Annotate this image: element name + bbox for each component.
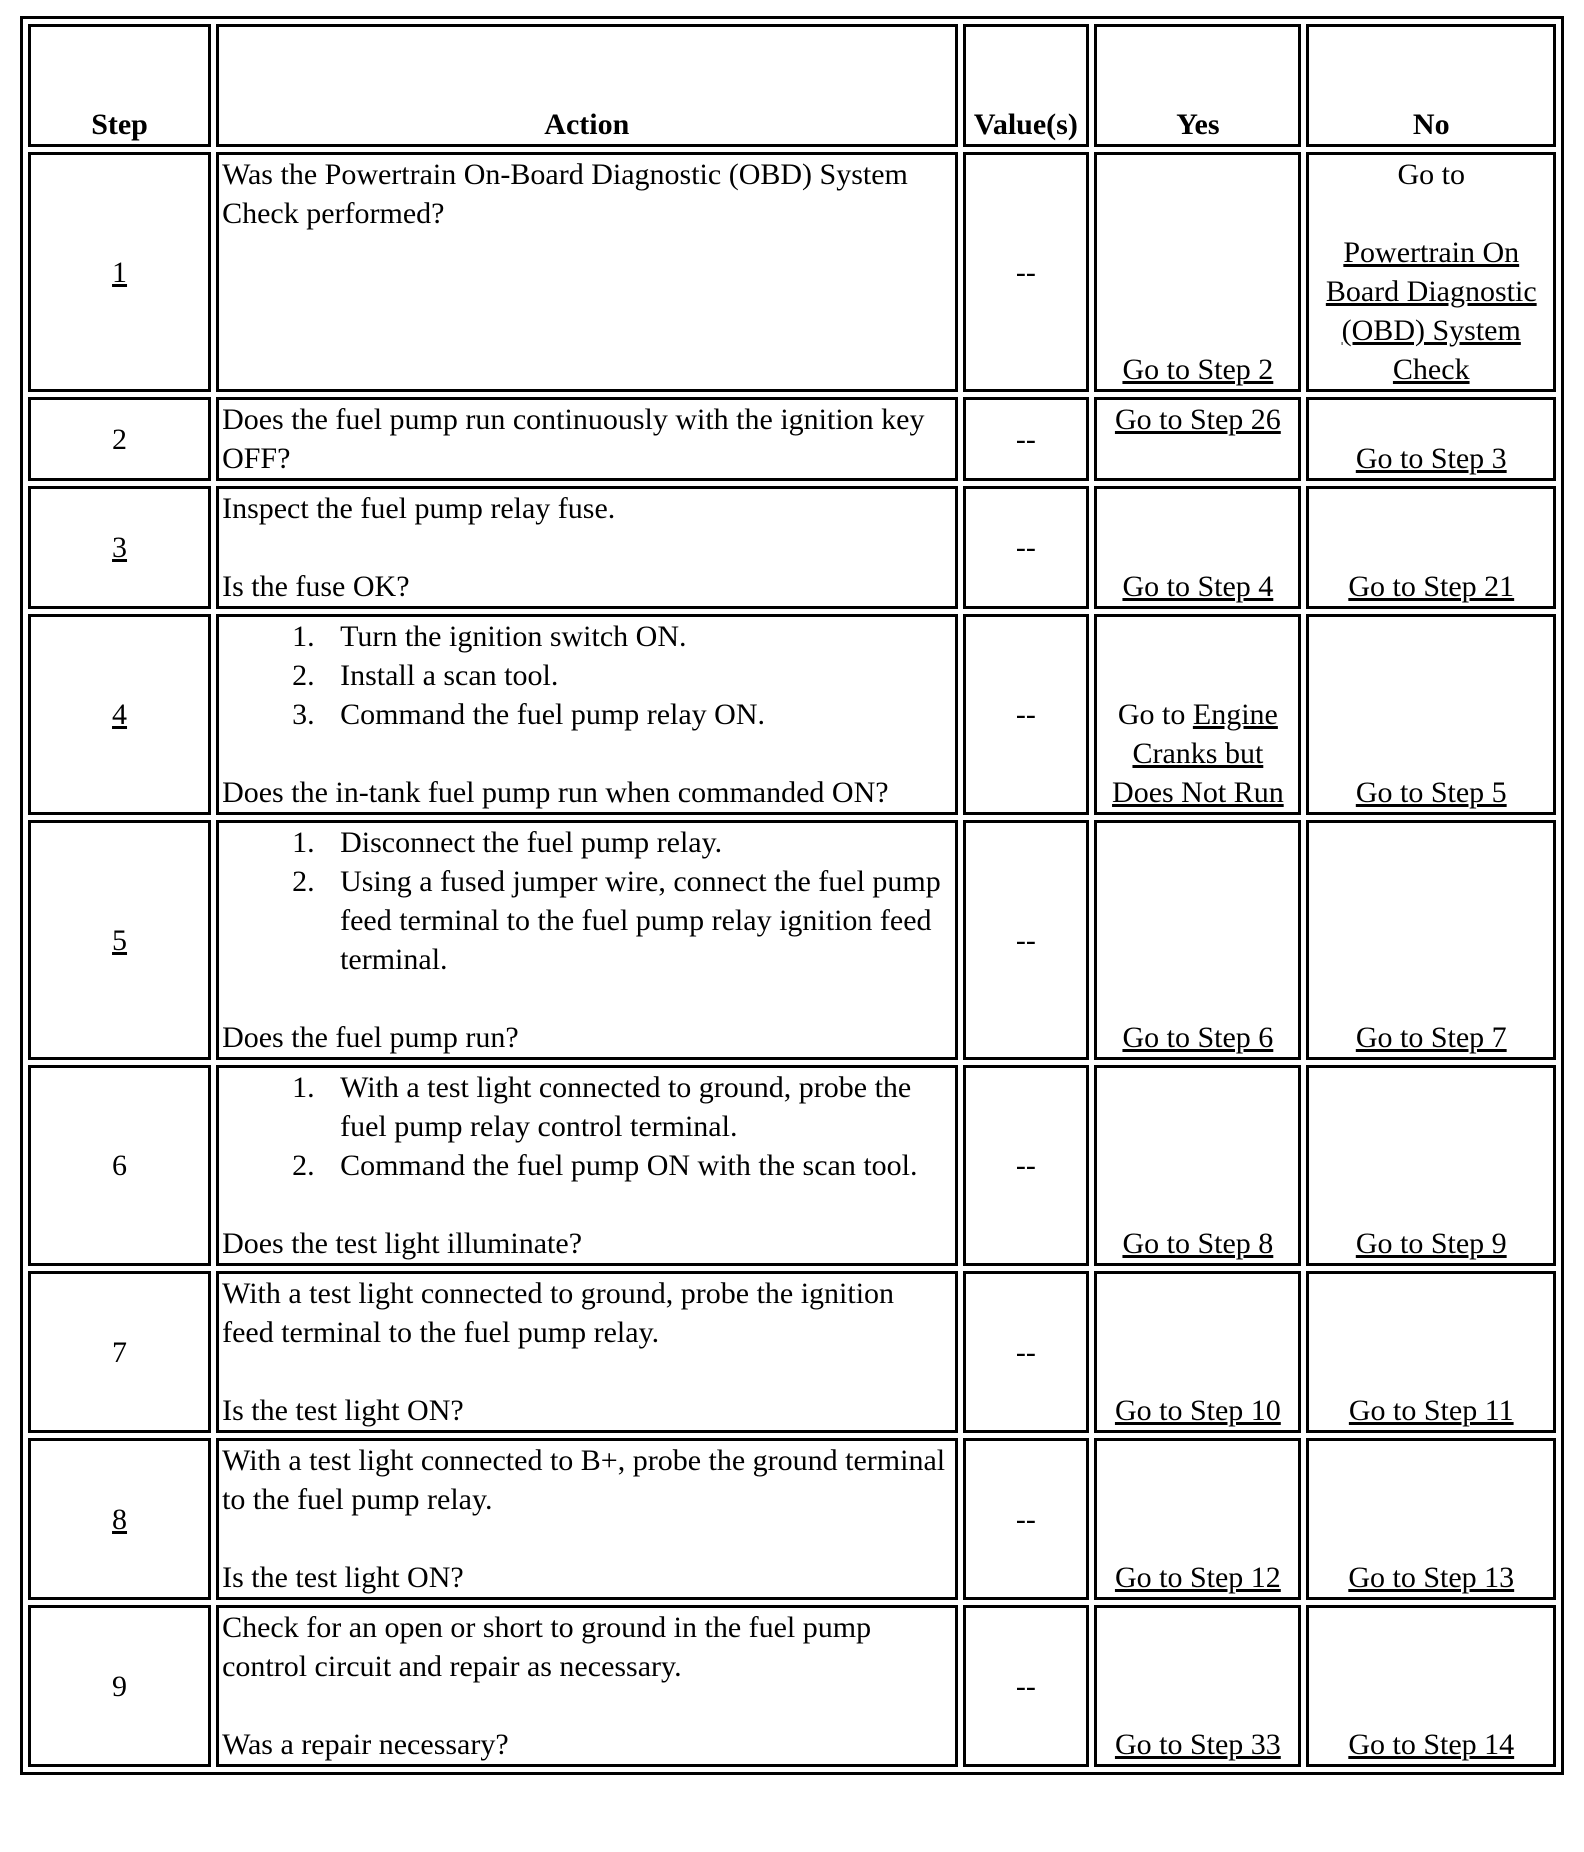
value-cell: -- [963,1605,1090,1767]
value-cell: -- [963,486,1090,609]
no-link-obd-system-check[interactable]: Powertrain On Board Diagnostic (OBD) System Check [1325,236,1537,386]
step-8-link[interactable]: 8 [112,1502,128,1536]
no-cell [1306,1438,1556,1600]
header-step: Step [28,24,211,147]
no-cell [1306,1605,1556,1767]
no-link-step-7[interactable]: Go to Step 7 [1355,1021,1507,1054]
list-item: 2. Using a fused jumper wire, connect the fuel pump feed terminal to the fuel pump relay ignition feed terminal. [322,862,951,979]
list-item: 1. With a test light connected to ground, probe the fuel pump relay control terminal. [322,1068,951,1146]
table-row-step-7 [28,1271,1556,1433]
no-link-step-11[interactable]: Go to Step 11 [1348,1394,1514,1427]
no-cell [1306,820,1556,1060]
yes-prefix: Go to [1117,698,1186,731]
list-item: 3. Command the fuel pump relay ON. [322,695,951,734]
step-cell [28,614,211,815]
value-cell: -- [963,152,1090,392]
action-cell [216,152,957,392]
action-question: Does the test light illuminate? [222,1227,583,1260]
table-row-step-9 [28,1605,1556,1767]
no-prefix: Go to [1397,158,1465,191]
yes-cell [1094,152,1301,392]
action-cell [216,1271,957,1433]
value-cell: -- [963,1438,1090,1600]
yes-link-step-6[interactable]: Go to Step 6 [1122,1021,1274,1054]
header-row [28,24,1556,147]
action-question: Does the fuel pump run continuously with the ignition key OFF? [222,403,925,475]
diagnostic-table [20,16,1564,1775]
action-cell [216,397,957,481]
header-no: No [1306,24,1556,147]
value-cell: -- [963,397,1090,481]
no-cell [1306,1065,1556,1266]
no-link-step-9[interactable]: Go to Step 9 [1355,1227,1507,1260]
action-cell [216,820,957,1060]
action-cell [216,614,957,815]
step-cell [28,820,211,1060]
step-cell: 6 [28,1065,211,1266]
list-item: 2. Install a scan tool. [322,656,951,695]
yes-cell [1094,1065,1301,1266]
action-cell [216,486,957,609]
table-row-step-2 [28,397,1556,481]
step-1-link[interactable]: 1 [112,255,128,289]
no-link-step-13[interactable]: Go to Step 13 [1348,1561,1515,1594]
table-row-step-1 [28,152,1556,392]
value-cell: -- [963,1065,1090,1266]
table-row-step-5 [28,820,1556,1060]
header-action: Action [216,24,957,147]
yes-link-step-33[interactable]: Go to Step 33 [1114,1728,1281,1761]
action-question: Is the fuse OK? [222,570,410,603]
list-item: 2. Command the fuel pump ON with the scan tool. [322,1146,951,1185]
yes-cell [1094,1605,1301,1767]
value-cell: -- [963,820,1090,1060]
no-cell [1306,614,1556,815]
yes-link-step-4[interactable]: Go to Step 4 [1122,570,1274,603]
action-cell [216,1065,957,1266]
step-4-link[interactable]: 4 [112,698,128,731]
action-question: Is the test light ON? [222,1394,464,1427]
no-link-step-14[interactable]: Go to Step 14 [1348,1728,1515,1761]
step-cell: 2 [28,397,211,481]
no-link-step-3[interactable]: Go to Step 3 [1355,442,1507,475]
yes-cell [1094,1271,1301,1433]
diagnostic-table-container [20,16,1564,1775]
action-instruction: Check for an open or short to ground in the fuel pump control circuit and repair as necessary. [222,1611,872,1683]
yes-link-step-8[interactable]: Go to Step 8 [1122,1227,1274,1260]
step-3-link[interactable]: 3 [112,531,128,564]
step-cell: 9 [28,1605,211,1767]
value-cell: -- [963,614,1090,815]
step-cell [28,1438,211,1600]
no-link-step-21[interactable]: Go to Step 21 [1348,570,1515,603]
action-steps-list [222,1068,951,1185]
no-cell [1306,397,1556,481]
action-instruction: With a test light connected to ground, probe the ignition feed terminal to the fuel pump relay. [222,1277,895,1349]
yes-cell [1094,486,1301,609]
action-question: Does the in-tank fuel pump run when commanded ON? [222,776,889,809]
action-cell [216,1605,957,1767]
header-values: Value(s) [963,24,1090,147]
action-instruction: With a test light connected to B+, probe the ground terminal to the fuel pump relay. [222,1444,946,1516]
yes-cell [1094,614,1301,815]
table-row-step-8 [28,1438,1556,1600]
list-item: 1. Turn the ignition switch ON. [322,617,951,656]
no-cell [1306,486,1556,609]
table-row-step-6 [28,1065,1556,1266]
header-yes: Yes [1094,24,1301,147]
no-link-step-5[interactable]: Go to Step 5 [1355,776,1507,809]
value-cell: -- [963,1271,1090,1433]
yes-cell [1094,820,1301,1060]
step-cell [28,152,211,392]
action-question: Was a repair necessary? [222,1728,509,1761]
table-row-step-4 [28,614,1556,815]
action-question: Does the fuel pump run? [222,1021,519,1054]
no-cell [1306,1271,1556,1433]
yes-link-step-2[interactable]: Go to Step 2 [1122,353,1274,386]
step-5-link[interactable]: 5 [112,923,128,957]
list-item: 1. Disconnect the fuel pump relay. [322,823,951,862]
step-cell: 7 [28,1271,211,1433]
step-cell [28,486,211,609]
action-cell [216,1438,957,1600]
yes-cell [1094,1438,1301,1600]
action-question: Is the test light ON? [222,1561,464,1594]
no-cell [1306,152,1556,392]
action-instruction: Inspect the fuel pump relay fuse. [222,492,616,525]
action-question: Was the Powertrain On-Board Diagnostic (OBD) System Check performed? [222,158,908,230]
action-steps-list [222,617,951,734]
action-steps-list [222,823,951,979]
yes-cell [1094,397,1301,481]
yes-link-step-10[interactable]: Go to Step 10 [1114,1394,1281,1427]
yes-link-engine-cranks[interactable]: Engine Cranks but Does Not Run [1112,698,1284,809]
yes-link-step-26[interactable]: Go to Step 26 [1114,403,1281,436]
yes-link-step-12[interactable]: Go to Step 12 [1114,1561,1281,1594]
table-row-step-3 [28,486,1556,609]
